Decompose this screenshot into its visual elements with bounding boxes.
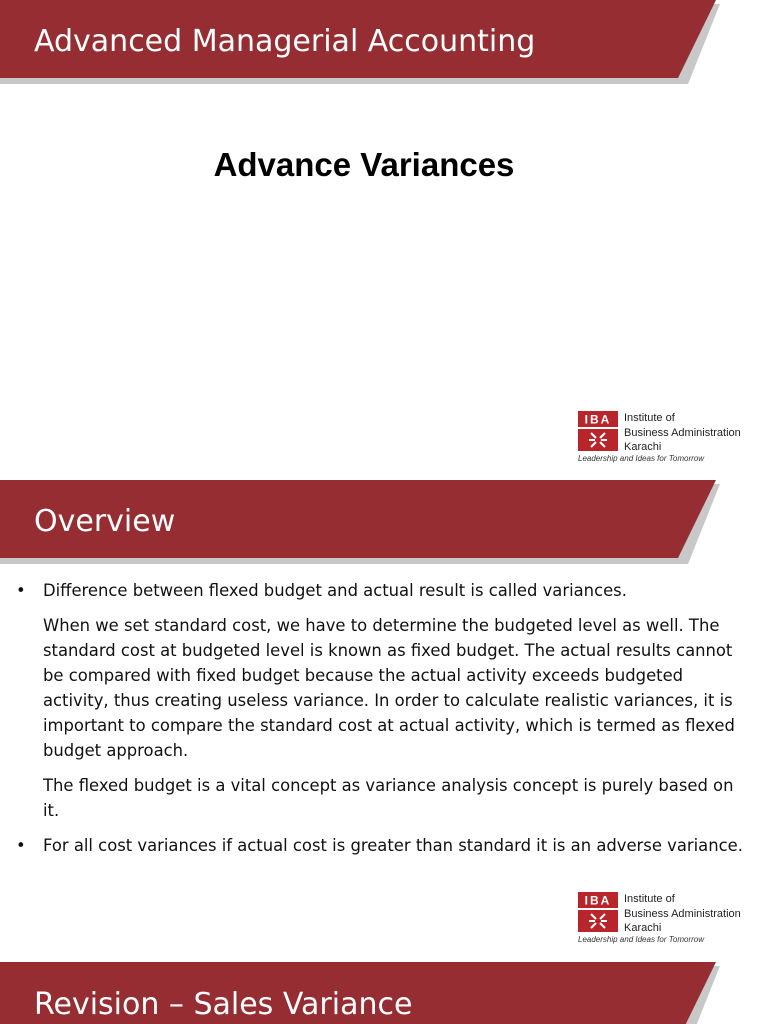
paragraph: The flexed budget is a vital concept as variance analysis concept is purely based on it. <box>43 776 734 820</box>
bullet-text: Difference between flexed budget and actual result is called variances. <box>43 581 627 600</box>
slide-title: Advance Variances <box>213 146 515 183</box>
slide-1 <box>0 0 768 478</box>
logo-line-1: Institute of <box>624 893 675 905</box>
logo-tagline: Leadership and Ideas for Tomorrow <box>578 454 704 463</box>
bullet-item <box>16 833 748 858</box>
bullet-text: For all cost variances if actual cost is greater than standard it is an adverse variance. <box>43 836 743 855</box>
header-banner <box>0 0 768 90</box>
paragraph: When we set standard cost, we have to determine the budgeted level as well. The standard cost at budgeted level is known as fixed budget. The actual results cannot be compared with fixed budget because the actual activity exceeds budgeted activity, thus creating useless variance. In order to calculate realistic variances, it is important to compare the standard cost at actual activity, which is termed as flexed budget approach. <box>43 616 735 760</box>
header-banner <box>0 480 768 570</box>
header-banner <box>0 962 768 1024</box>
logo-tagline: Leadership and Ideas for Tomorrow <box>578 935 704 944</box>
logo-line-3: Karachi <box>624 922 662 934</box>
iba-logo <box>578 892 758 948</box>
header-title: Revision – Sales Variance <box>34 987 413 1022</box>
iba-logo-icon <box>578 892 618 932</box>
logo-line-3: Karachi <box>624 441 662 453</box>
bullet-icon: • <box>16 836 26 855</box>
bullet-item <box>16 578 748 603</box>
slide-2 <box>0 480 768 960</box>
header-title: Overview <box>34 504 176 539</box>
iba-logo-icon <box>578 411 618 451</box>
header-title: Advanced Managerial Accounting <box>34 24 536 59</box>
iba-logo <box>578 411 758 467</box>
bullet-icon: • <box>16 581 26 600</box>
overview-content <box>16 578 748 868</box>
logo-line-1: Institute of <box>624 412 675 424</box>
logo-line-2: Business Administration <box>624 908 741 920</box>
slide-3 <box>0 962 768 1024</box>
svg-text:IBA: IBA <box>584 412 612 427</box>
logo-line-2: Business Administration <box>624 427 741 439</box>
svg-text:IBA: IBA <box>584 893 612 908</box>
